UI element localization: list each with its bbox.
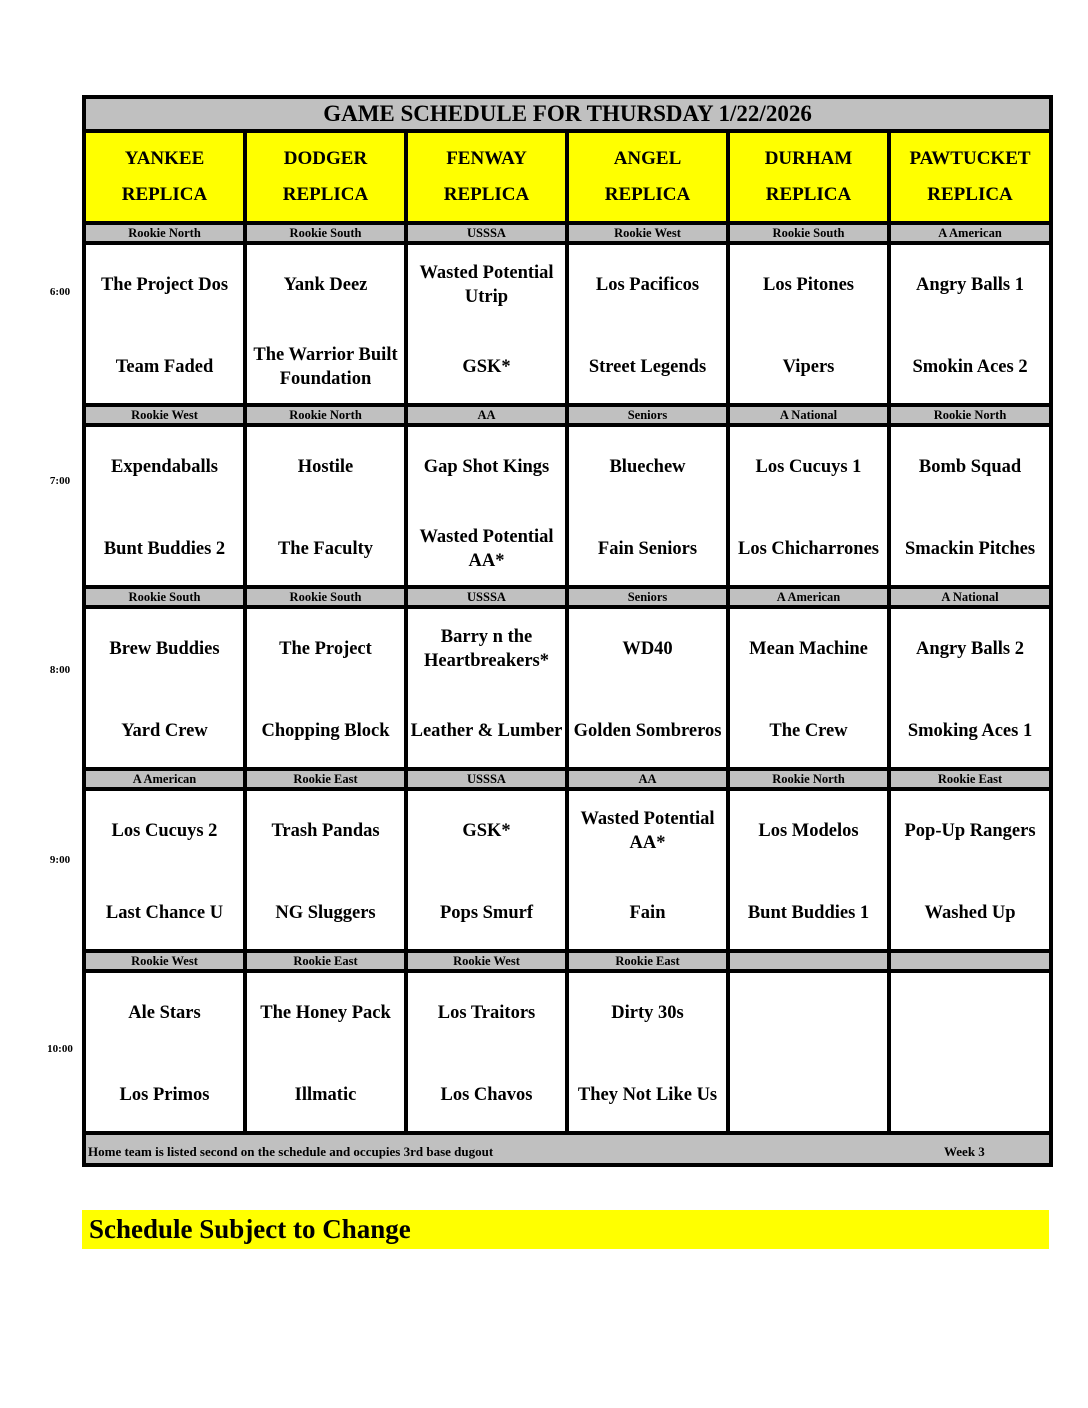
division-row xyxy=(84,223,1051,243)
away-team xyxy=(730,988,887,1038)
game-cell xyxy=(889,243,1051,405)
game-cell xyxy=(728,243,889,405)
home-team: Chopping Block xyxy=(261,721,390,741)
away-team: Bluechew xyxy=(609,457,686,477)
away-team: Dirty 30s xyxy=(611,1003,684,1023)
week-label: Week 3 xyxy=(944,1144,985,1159)
division-label: Rookie East xyxy=(245,769,406,789)
game-cell xyxy=(567,243,728,405)
division-label: AA xyxy=(406,405,567,425)
division-label: A National xyxy=(728,405,889,425)
field-name: FENWAY xyxy=(446,148,527,169)
game-cell xyxy=(245,243,406,405)
field-header xyxy=(889,131,1051,223)
game-cell xyxy=(84,243,245,405)
away-team: Los Modelos xyxy=(758,821,859,841)
home-team xyxy=(730,1070,887,1120)
game-cell xyxy=(406,971,567,1133)
game-cell xyxy=(889,425,1051,587)
division-row xyxy=(84,405,1051,425)
game-cell xyxy=(728,607,889,769)
field-subtitle: REPLICA xyxy=(282,184,369,205)
division-row xyxy=(84,951,1051,971)
home-team: Fain Seniors xyxy=(597,539,698,559)
field-header xyxy=(567,131,728,223)
division-label: Seniors xyxy=(567,405,728,425)
field-header-row xyxy=(84,131,1051,223)
game-cell xyxy=(245,971,406,1133)
home-team: The Crew xyxy=(769,721,848,741)
division-label: A American xyxy=(889,223,1051,243)
home-team: Bunt Buddies 1 xyxy=(747,903,870,923)
away-team: The Project Dos xyxy=(100,275,229,295)
division-label xyxy=(889,951,1051,971)
field-subtitle: REPLICA xyxy=(604,184,691,205)
division-label: Rookie South xyxy=(245,587,406,607)
away-team: Wasted Potential Utrip xyxy=(419,263,554,307)
away-team: Los Traitors xyxy=(437,1003,536,1023)
division-label: AA xyxy=(567,769,728,789)
game-cell xyxy=(406,425,567,587)
footer-cell xyxy=(84,1133,1051,1165)
division-row xyxy=(84,769,1051,789)
away-team: Angry Balls 2 xyxy=(916,639,1024,659)
away-team: Wasted Potential AA* xyxy=(580,809,715,853)
home-team: Golden Sombreros xyxy=(573,721,722,741)
away-team: The Honey Pack xyxy=(260,1003,391,1023)
division-label: Seniors xyxy=(567,587,728,607)
home-team: Los Primos xyxy=(119,1085,210,1105)
home-team: Yard Crew xyxy=(121,721,208,741)
field-header xyxy=(406,131,567,223)
game-cell xyxy=(84,607,245,769)
game-cell xyxy=(84,425,245,587)
game-cell xyxy=(728,789,889,951)
division-label: Rookie South xyxy=(245,223,406,243)
home-team: GSK* xyxy=(462,357,511,377)
home-team-note: Home team is listed second on the schedule and occupies 3rd base dugout xyxy=(88,1144,494,1159)
game-cell xyxy=(84,789,245,951)
game-cell xyxy=(567,607,728,769)
away-team: WD40 xyxy=(622,639,673,659)
away-team: Angry Balls 1 xyxy=(916,275,1024,295)
division-label xyxy=(728,951,889,971)
home-team: Smoking Aces 1 xyxy=(907,721,1033,741)
game-row xyxy=(84,789,1051,951)
field-name: DURHAM xyxy=(764,148,853,169)
game-cell xyxy=(889,789,1051,951)
game-row xyxy=(84,607,1051,769)
home-team: Fain xyxy=(629,903,666,923)
division-label: A American xyxy=(728,587,889,607)
division-label: USSSA xyxy=(406,769,567,789)
game-cell xyxy=(406,607,567,769)
home-team: Leather & Lumber xyxy=(410,721,563,741)
division-label: Rookie West xyxy=(84,405,245,425)
division-label: Rookie North xyxy=(245,405,406,425)
home-team: Wasted Potential AA* xyxy=(419,527,554,571)
game-cell xyxy=(567,789,728,951)
division-label: Rookie West xyxy=(567,223,728,243)
division-label: Rookie North xyxy=(84,223,245,243)
away-team: Barry n the Heartbreakers* xyxy=(423,627,549,671)
game-cell xyxy=(245,425,406,587)
division-label: Rookie North xyxy=(889,405,1051,425)
home-team: The Warrior Built Foundation xyxy=(253,345,398,389)
field-name: DODGER xyxy=(283,148,368,169)
time-slot-label: 7:00 xyxy=(49,475,71,487)
home-team: Los Chavos xyxy=(440,1085,533,1105)
away-team: Pop-Up Rangers xyxy=(904,821,1036,841)
home-team: Smackin Pitches xyxy=(905,539,1036,559)
game-cell xyxy=(84,971,245,1133)
game-cell xyxy=(889,607,1051,769)
home-team: Pops Smurf xyxy=(439,903,534,923)
home-team: Team Faded xyxy=(115,357,214,377)
division-label: USSSA xyxy=(406,587,567,607)
home-team: Washed Up xyxy=(924,903,1016,923)
away-team: Mean Machine xyxy=(749,639,868,659)
home-team xyxy=(891,1070,1049,1120)
away-team: Expendaballs xyxy=(111,457,218,477)
division-label: A National xyxy=(889,587,1051,607)
away-team: Hostile xyxy=(297,457,354,477)
away-team: The Project xyxy=(279,639,372,659)
game-row xyxy=(84,425,1051,587)
time-slot-label: 6:00 xyxy=(49,286,71,298)
home-team: The Faculty xyxy=(277,539,374,559)
division-label: USSSA xyxy=(406,223,567,243)
game-cell xyxy=(406,243,567,405)
game-cell xyxy=(406,789,567,951)
division-label: Rookie South xyxy=(728,223,889,243)
field-subtitle: REPLICA xyxy=(121,184,208,205)
schedule-title: GAME SCHEDULE FOR THURSDAY 1/22/2026 xyxy=(84,97,1051,131)
home-team: Vipers xyxy=(782,357,835,377)
division-label: A American xyxy=(84,769,245,789)
away-team xyxy=(891,988,1049,1038)
away-team: Los Cucuys 1 xyxy=(755,457,862,477)
away-team: Gap Shot Kings xyxy=(423,457,550,477)
field-subtitle: REPLICA xyxy=(765,184,852,205)
home-team: Last Chance U xyxy=(105,903,224,923)
home-team: Los Chicharrones xyxy=(738,539,879,559)
field-name: PAWTUCKET xyxy=(909,148,1031,169)
game-cell xyxy=(245,789,406,951)
away-team: Brew Buddies xyxy=(109,639,220,659)
game-cell xyxy=(567,425,728,587)
game-cell xyxy=(245,607,406,769)
division-label: Rookie East xyxy=(245,951,406,971)
away-team: Los Cucuys 2 xyxy=(111,821,218,841)
game-cell xyxy=(567,971,728,1133)
away-team: Los Pacificos xyxy=(595,275,700,295)
division-label: Rookie South xyxy=(84,587,245,607)
game-row xyxy=(84,971,1051,1133)
away-team: Trash Pandas xyxy=(271,821,380,841)
home-team: They Not Like Us xyxy=(577,1085,718,1105)
home-team: Illmatic xyxy=(294,1085,357,1105)
away-team: Yank Deez xyxy=(283,275,368,295)
schedule-disclaimer: Schedule Subject to Change xyxy=(82,1210,1049,1249)
home-team: Street Legends xyxy=(588,357,707,377)
away-team: Los Pitones xyxy=(763,275,854,295)
footer-row xyxy=(84,1133,1051,1165)
division-label: Rookie West xyxy=(406,951,567,971)
division-label: Rookie West xyxy=(84,951,245,971)
field-subtitle: REPLICA xyxy=(927,184,1013,205)
field-name: ANGEL xyxy=(613,148,682,169)
away-team: Ale Stars xyxy=(128,1003,201,1023)
home-team: Bunt Buddies 2 xyxy=(103,539,226,559)
schedule-table xyxy=(82,95,1053,1167)
schedule-table-wrapper xyxy=(82,95,1049,1167)
game-cell xyxy=(728,425,889,587)
field-header xyxy=(728,131,889,223)
field-header xyxy=(84,131,245,223)
field-header xyxy=(245,131,406,223)
game-cell xyxy=(728,971,889,1133)
home-team: NG Sluggers xyxy=(275,903,376,923)
game-cell xyxy=(889,971,1051,1133)
division-row xyxy=(84,587,1051,607)
division-label: Rookie North xyxy=(728,769,889,789)
away-team: GSK* xyxy=(462,821,511,841)
away-team: Bomb Squad xyxy=(918,457,1022,477)
time-slot-label: 10:00 xyxy=(47,1043,73,1055)
field-name: YANKEE xyxy=(124,148,205,169)
division-label: Rookie East xyxy=(567,951,728,971)
game-row xyxy=(84,243,1051,405)
division-label: Rookie East xyxy=(889,769,1051,789)
home-team: Smokin Aces 2 xyxy=(912,357,1028,377)
field-subtitle: REPLICA xyxy=(443,184,530,205)
time-slot-label: 9:00 xyxy=(49,854,71,866)
time-slot-label: 8:00 xyxy=(49,664,71,676)
